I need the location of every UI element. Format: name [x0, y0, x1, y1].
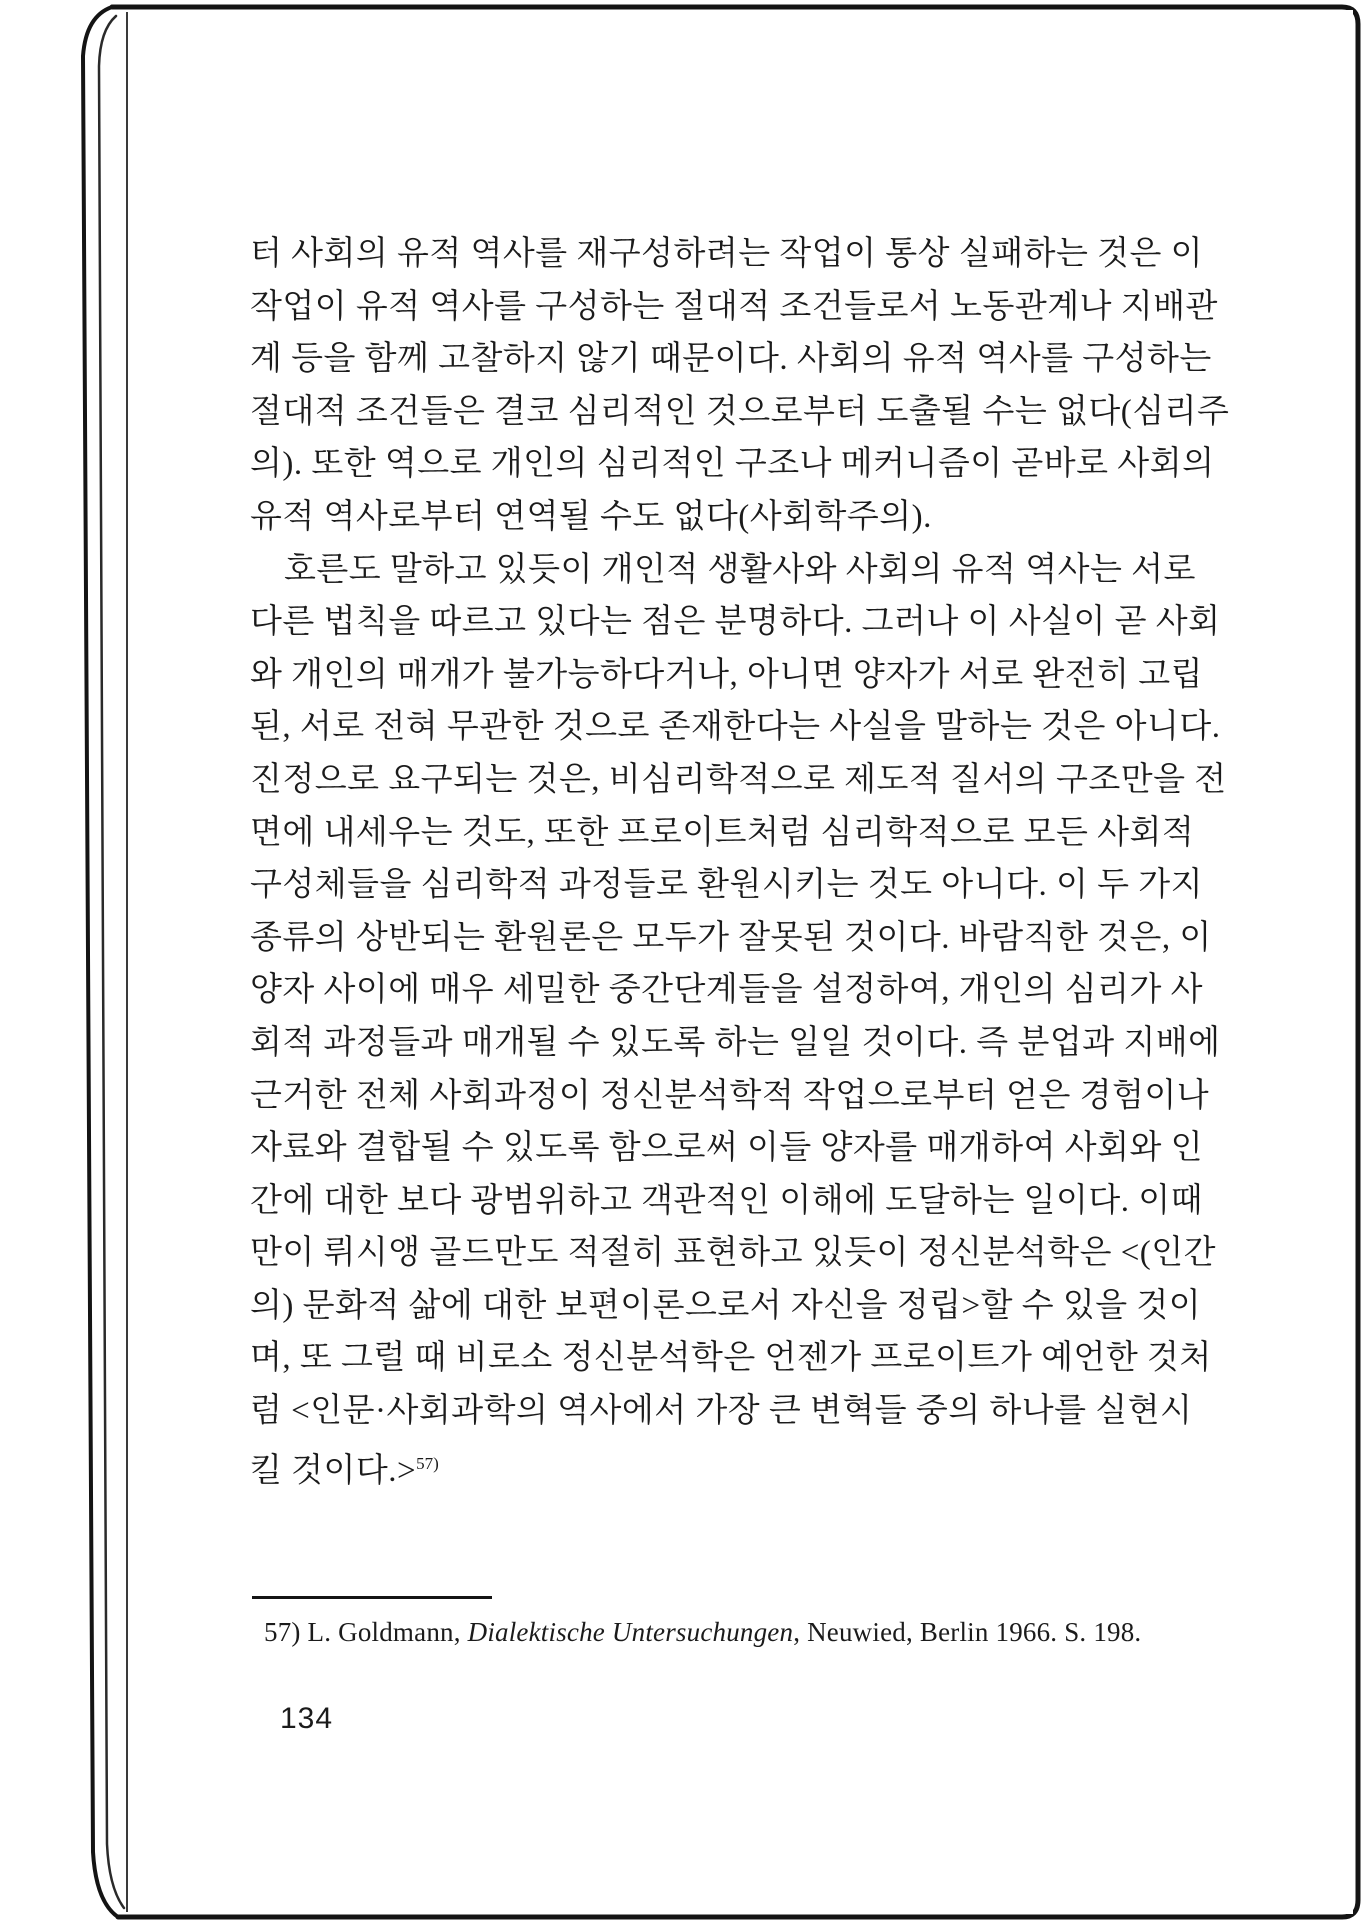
footnote-book-title: Dialektische Untersuchungen [467, 1617, 794, 1647]
text-line: 계 등을 함께 고찰하지 않기 때문이다. 사회의 유적 역사를 구성하는 [250, 341, 1212, 378]
text-line: 만이 뤼시앵 골드만도 적절히 표현하고 있듯이 정신분석학은 <(인간 [250, 1235, 1217, 1272]
footnote [264, 1614, 1142, 1650]
text-line: 진정으로 요구되는 것은, 비심리학적으로 제도적 질서의 구조만을 전 [250, 761, 1227, 798]
body-text [250, 228, 1230, 1497]
text-line: 의) 문화적 삶에 대한 보편이론으로서 자신을 정립>할 수 있을 것이 [250, 1287, 1202, 1324]
text-line: 다른 법칙을 따르고 있다는 점은 분명하다. 그러나 이 사실이 곧 사회 [250, 604, 1221, 641]
text-line: 구성체들을 심리학적 과정들로 환원시키는 것도 아니다. 이 두 가지 [250, 867, 1203, 904]
book-spine-inner-curve [99, 16, 124, 1908]
footnote-author: L. Goldmann, [300, 1617, 468, 1647]
text-line: 종류의 상반되는 환원론은 모두가 잘못된 것이다. 바람직한 것은, 이 [250, 919, 1212, 956]
page [128, 10, 1353, 1914]
text-line: 작업이 유적 역사를 구성하는 절대적 조건들로서 노동관계나 지배관 [250, 288, 1218, 325]
footnote-publication-info: , Neuwied, Berlin 1966. S. 198. [793, 1617, 1142, 1647]
text-line: 면에 내세우는 것도, 또한 프로이트처럼 심리학적으로 모든 사회적 [250, 814, 1195, 851]
text-line: 와 개인의 매개가 불가능하다거나, 아니면 양자가 서로 완전히 고립 [250, 656, 1203, 693]
text-line: 간에 대한 보다 광범위하고 객관적인 이해에 도달하는 일이다. 이때 [250, 1182, 1203, 1219]
footnote-divider [252, 1596, 492, 1599]
text-line: 며, 또 그럴 때 비로소 정신분석학은 언젠가 프로이트가 예언한 것처 [250, 1340, 1212, 1377]
footnote-ref: 57) [416, 1453, 439, 1473]
text-line: 자료와 결합될 수 있도록 함으로써 이들 양자를 매개하여 사회와 인 [250, 1130, 1203, 1167]
text-line: 회적 과정들과 매개될 수 있도록 하는 일일 것이다. 즉 분업과 지배에 [250, 1024, 1221, 1061]
text-line: 된, 서로 전혀 무관한 것으로 존재한다는 사실을 말하는 것은 아니다. [250, 709, 1221, 746]
footnote-marker: 57) [264, 1617, 301, 1647]
text-line: 호른도 말하고 있듯이 개인적 생활사와 사회의 유적 역사는 서로 [284, 551, 1196, 588]
text-line: 럼 <인문·사회과학의 역사에서 가장 큰 변혁들 중의 하나를 실현시 [250, 1393, 1193, 1430]
book-spine-outer-curve [83, 7, 118, 1917]
text-line: 유적 역사로부터 연역될 수도 없다(사회학주의). [250, 498, 932, 535]
text-line: 의). 또한 역으로 개인의 심리적인 구조나 메커니즘이 곧바로 사회의 [250, 446, 1215, 483]
text-line: 양자 사이에 매우 세밀한 중간단계들을 설정하여, 개인의 심리가 사 [250, 972, 1203, 1009]
text-line: 터 사회의 유적 역사를 재구성하려는 작업이 통상 실패하는 것은 이 [250, 236, 1203, 272]
page-number: 134 [280, 1702, 334, 1735]
text-line: 근거한 전체 사회과정이 정신분석학적 작업으로부터 얻은 경험이나 [250, 1077, 1210, 1114]
text-line: 킬 것이다.>$^{57)}$ [250, 1452, 439, 1489]
text-line: 절대적 조건들은 결코 심리적인 것으로부터 도출될 수는 없다(심리주 [250, 393, 1230, 430]
